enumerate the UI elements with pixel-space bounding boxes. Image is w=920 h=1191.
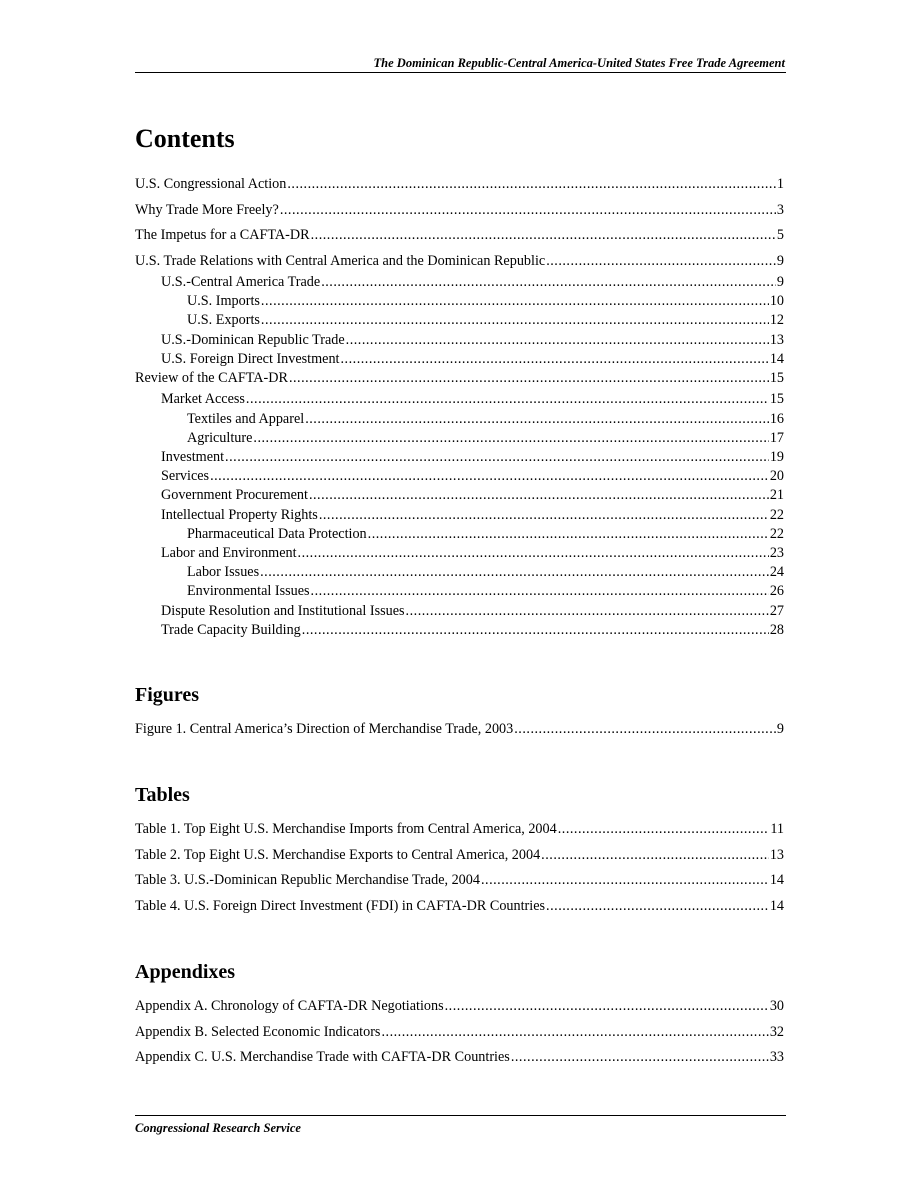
dot-leader [321,274,776,291]
contents-entry-page: 9 [776,252,784,269]
contents-entry[interactable] [135,332,784,351]
contents-entry-title: Why Trade More Freely? [135,201,279,218]
contents-entry-page: 19 [769,449,784,465]
contents-entry[interactable] [135,430,784,449]
dot-leader [261,293,769,310]
contents-entry[interactable] [135,603,784,622]
contents-entry-page: 28 [769,621,784,638]
figures-list [135,721,784,747]
appendix-entry[interactable] [135,1049,784,1075]
appendix-entry[interactable] [135,1024,784,1050]
contents-entry[interactable] [135,227,784,253]
contents-entry-page: 15 [769,369,784,386]
contents-entry-title: Agriculture [187,429,253,446]
dot-leader [253,430,768,447]
contents-entry[interactable] [135,274,784,293]
page-title: Contents [135,124,235,153]
tables-list [135,821,784,923]
contents-entry[interactable] [135,351,784,370]
contents-entry-title: Labor and Environment [161,544,297,561]
contents-entry-title: U.S.-Central America Trade [161,274,321,290]
table-entry[interactable] [135,898,784,924]
dot-leader [225,449,769,466]
dot-leader [341,351,769,368]
table-entry[interactable] [135,847,784,873]
figure-entry-title: Figure 1. Central America’s Direction of Merchandise Trade, 2003 [135,721,514,737]
dot-leader [511,1049,769,1066]
contents-entry[interactable] [135,391,784,410]
dot-leader [368,526,769,543]
table-entry-title: Table 4. U.S. Foreign Direct Investment (FDI) in CAFTA-DR Countries [135,897,546,914]
contents-entry-page: 13 [769,331,784,348]
contents-entry[interactable] [135,507,784,526]
contents-entry-title: U.S.-Dominican Republic Trade [161,331,345,348]
dot-leader [541,847,769,864]
footer-source: Congressional Research Service [135,1121,301,1135]
contents-entry-page: 23 [769,544,784,561]
contents-entry-title: Investment [161,449,225,465]
contents-entry-title: U.S. Trade Relations with Central America and the Dominican Republic [135,252,546,269]
contents-entry-title: Review of the CAFTA-DR [135,369,288,386]
appendix-entry-title: Appendix C. U.S. Merchandise Trade with CAFTA-DR Countries [135,1049,510,1065]
contents-entry-title: U.S. Congressional Action [135,176,287,192]
contents-entry-page: 9 [776,274,784,290]
dot-leader [546,898,769,915]
contents-entry-page: 26 [769,583,784,600]
table-entry-page: 11 [770,821,784,837]
contents-entry-title: U.S. Exports [187,312,260,329]
dot-leader [406,603,769,620]
figure-entry[interactable] [135,721,784,747]
contents-entry-page: 22 [769,506,784,523]
appendixes-list [135,998,784,1075]
contents-entry[interactable] [135,253,784,275]
tables-heading: Tables [135,784,190,806]
contents-entry-page: 12 [769,312,784,329]
contents-entry-title: The Impetus for a CAFTA-DR [135,227,310,243]
figure-entry-page: 9 [776,721,784,737]
contents-entry[interactable] [135,449,784,468]
table-entry-page: 14 [769,897,784,914]
appendix-entry-title: Appendix A. Chronology of CAFTA-DR Negotiations [135,998,444,1014]
contents-entry-page: 17 [769,429,784,446]
appendix-entry-page: 33 [769,1049,784,1065]
contents-entry-title: U.S. Imports [187,293,260,310]
contents-entry-title: Labor Issues [187,564,260,581]
dot-leader [445,998,769,1015]
contents-entry[interactable] [135,526,784,545]
contents-entry-title: U.S. Foreign Direct Investment [161,350,340,367]
contents-entry-page: 21 [769,487,784,504]
contents-entry-page: 22 [769,525,784,542]
contents-entry[interactable] [135,312,784,331]
contents-list [135,176,784,641]
contents-entry[interactable] [135,564,784,583]
table-entry[interactable] [135,872,784,898]
contents-entry-title: Environmental Issues [187,583,310,600]
contents-entry-page: 15 [769,391,784,408]
dot-leader [346,332,769,349]
contents-entry-page: 20 [769,468,784,485]
dot-leader [210,468,769,485]
dot-leader [287,176,776,193]
footer-rule [135,1115,786,1116]
table-entry-title: Table 3. U.S.-Dominican Republic Merchandise Trade, 2004 [135,872,480,888]
contents-entry[interactable] [135,468,784,487]
contents-entry-page: 3 [776,201,784,218]
dot-leader [298,545,769,562]
contents-entry-title: Services [161,468,210,485]
contents-entry-page: 1 [776,176,784,192]
table-entry-page: 13 [769,846,784,863]
dot-leader [289,370,769,387]
dot-leader [246,391,769,408]
contents-entry-page: 27 [769,602,784,619]
appendixes-heading: Appendixes [135,961,236,983]
dot-leader [309,487,769,504]
contents-entry[interactable] [135,293,784,312]
dot-leader [311,227,776,244]
table-entry-page: 14 [769,872,784,888]
dot-leader [302,622,769,639]
contents-entry[interactable] [135,411,784,430]
contents-entry-title: Intellectual Property Rights [161,506,318,523]
contents-entry-title: Government Procurement [161,487,308,504]
contents-entry-page: 10 [769,293,784,310]
dot-leader [311,583,769,600]
contents-entry-title: Pharmaceutical Data Protection [187,525,367,542]
contents-entry-page: 14 [769,350,784,367]
contents-entry[interactable] [135,622,784,641]
dot-leader [280,202,776,219]
contents-entry[interactable] [135,176,784,202]
running-header: The Dominican Republic-Central America-United States Free Trade Agreement [373,56,785,70]
appendix-entry-title: Appendix B. Selected Economic Indicators [135,1023,381,1040]
dot-leader [481,872,769,889]
contents-entry[interactable] [135,545,784,564]
dot-leader [514,721,776,738]
contents-entry-title: Trade Capacity Building [161,621,301,638]
table-entry-title: Table 1. Top Eight U.S. Merchandise Imports from Central America, 2004 [135,821,557,837]
appendix-entry-page: 32 [769,1023,784,1040]
dot-leader [546,253,776,270]
dot-leader [319,507,769,524]
contents-entry-title: Textiles and Apparel [187,410,305,427]
contents-entry[interactable] [135,583,784,602]
dot-leader [305,411,769,428]
contents-entry-page: 24 [769,564,784,581]
contents-entry[interactable] [135,487,784,506]
table-entry-title: Table 2. Top Eight U.S. Merchandise Exports to Central America, 2004 [135,846,541,863]
header-rule [135,72,786,73]
dot-leader [260,564,769,581]
contents-entry-page: 5 [776,227,784,243]
appendix-entry-page: 30 [769,998,784,1014]
figures-heading: Figures [135,684,200,706]
contents-entry-page: 16 [769,410,784,427]
contents-entry[interactable] [135,370,784,392]
contents-entry-title: Dispute Resolution and Institutional Issues [161,602,405,619]
contents-entry[interactable] [135,202,784,228]
appendix-entry[interactable] [135,998,784,1024]
table-entry[interactable] [135,821,784,847]
dot-leader [558,821,770,838]
contents-entry-title: Market Access [161,391,245,408]
dot-leader [261,312,769,329]
dot-leader [381,1024,768,1041]
